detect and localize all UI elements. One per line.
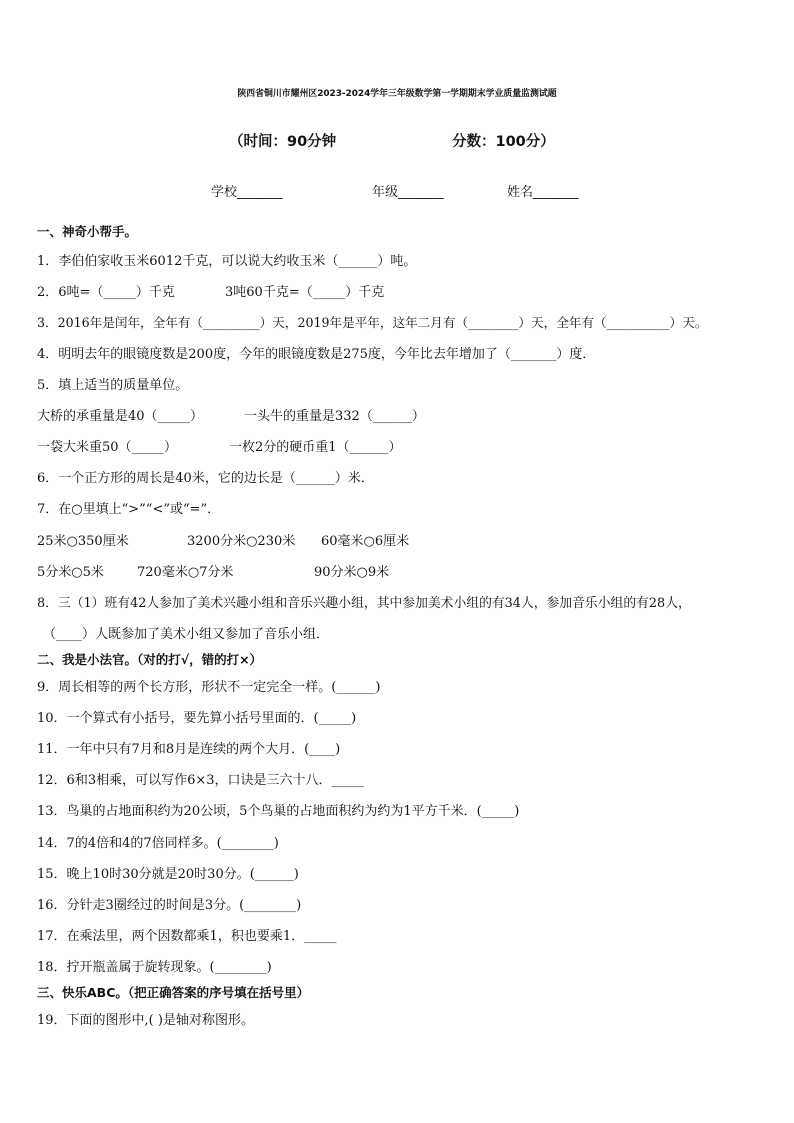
question-17: 17．在乘法里，两个因数都乘1，积也要乘1．_____ <box>37 929 337 944</box>
question-13: 13．鸟巢的占地面积约为20公顷，5个鸟巢的占地面积约为约为1平方千米．(_____) <box>37 804 520 819</box>
question-15: 15．晚上10时30分就是20时30分。(______) <box>37 867 299 882</box>
section-heading-2: 二、我是小法官。（对的打√，错的打×） <box>37 652 263 667</box>
question-5a: 大桥的承重量是40（_____） <box>37 409 204 424</box>
question-9: 9．周长相等的两个长方形，形状不一定完全一样。(______) <box>37 680 381 695</box>
question-7: 7．在○里填上“>”“<”或“=”． <box>37 502 221 517</box>
question-3: 3．2016年是闰年，全年有（_________）天，2019年是平年，这年二月有（________）天，全年有（__________）天。 <box>37 315 708 330</box>
question-2b: 3吨60千克=（_____）千克 <box>225 285 385 300</box>
question-18: 18．拧开瓶盖属于旋转现象。(________) <box>37 960 272 975</box>
question-2a: 2．6吨=（_____）千克 <box>37 285 175 300</box>
exam-time: （时间：90分钟 <box>229 134 337 150</box>
question-7e: 720毫米○7分米 <box>137 565 234 580</box>
question-5b: 一头牛的重量是332（______） <box>244 409 425 424</box>
question-19: 19．下面的图形中,( )是轴对称图形。 <box>37 1013 254 1028</box>
question-7b: 3200分米○230米 <box>187 534 296 549</box>
name-field: 姓名_______ <box>507 185 579 200</box>
question-5: 5．填上适当的质量单位。 <box>37 378 189 393</box>
question-16: 16．分针走3圈经过的时间是3分。(________) <box>37 898 302 913</box>
section-heading-3: 三、快乐ABC。（把正确答案的序号填在括号里） <box>37 985 310 1000</box>
question-7d: 5分米○5米 <box>37 565 104 580</box>
question-7c: 60毫米○6厘米 <box>321 534 410 549</box>
question-4: 4．明明去年的眼镜度数是200度，今年的眼镜度数是275度，今年比去年增加了（_______）度． <box>37 347 596 362</box>
question-6: 6．一个正方形的周长是40米，它的边长是（______）米． <box>37 471 374 486</box>
question-1: 1．李伯伯家收玉米6012千克，可以说大约收玉米（______）吨。 <box>37 254 417 269</box>
question-10: 10．一个算式有小括号，要先算小括号里面的．(_____) <box>37 711 357 726</box>
question-14: 14．7的4倍和4的7倍同样多。(________) <box>37 836 279 851</box>
exam-title: 陕西省铜川市耀州区2023-2024学年三年级数学第一学期期末学业质量监测试题 <box>237 89 557 99</box>
section-heading-1: 一、神奇小帮手。 <box>37 224 138 239</box>
question-8-line1: 8．三（1）班有42人参加了美术兴趣小组和音乐兴趣小组，其中参加美术小组的有34人，参加音乐小组的有28人， <box>37 596 691 611</box>
question-7a: 25米○350厘米 <box>37 534 129 549</box>
grade-field: 年级_______ <box>372 185 444 200</box>
question-12: 12．6和3相乘，可以写作6×3，口诀是三六十八．_____ <box>37 773 365 788</box>
exam-score: 分数：100分） <box>452 134 555 150</box>
question-5d: 一枚2分的硬币重1（______） <box>229 440 402 455</box>
school-field: 学校_______ <box>211 185 283 200</box>
question-11: 11．一年中只有7月和8月是连续的两个大月．(____) <box>37 742 341 757</box>
question-5c: 一袋大米重50（_____） <box>37 440 178 455</box>
question-7f: 90分米○9米 <box>314 565 390 580</box>
question-8-line2: （____）人既参加了美术小组又参加了音乐小组． <box>43 627 330 642</box>
